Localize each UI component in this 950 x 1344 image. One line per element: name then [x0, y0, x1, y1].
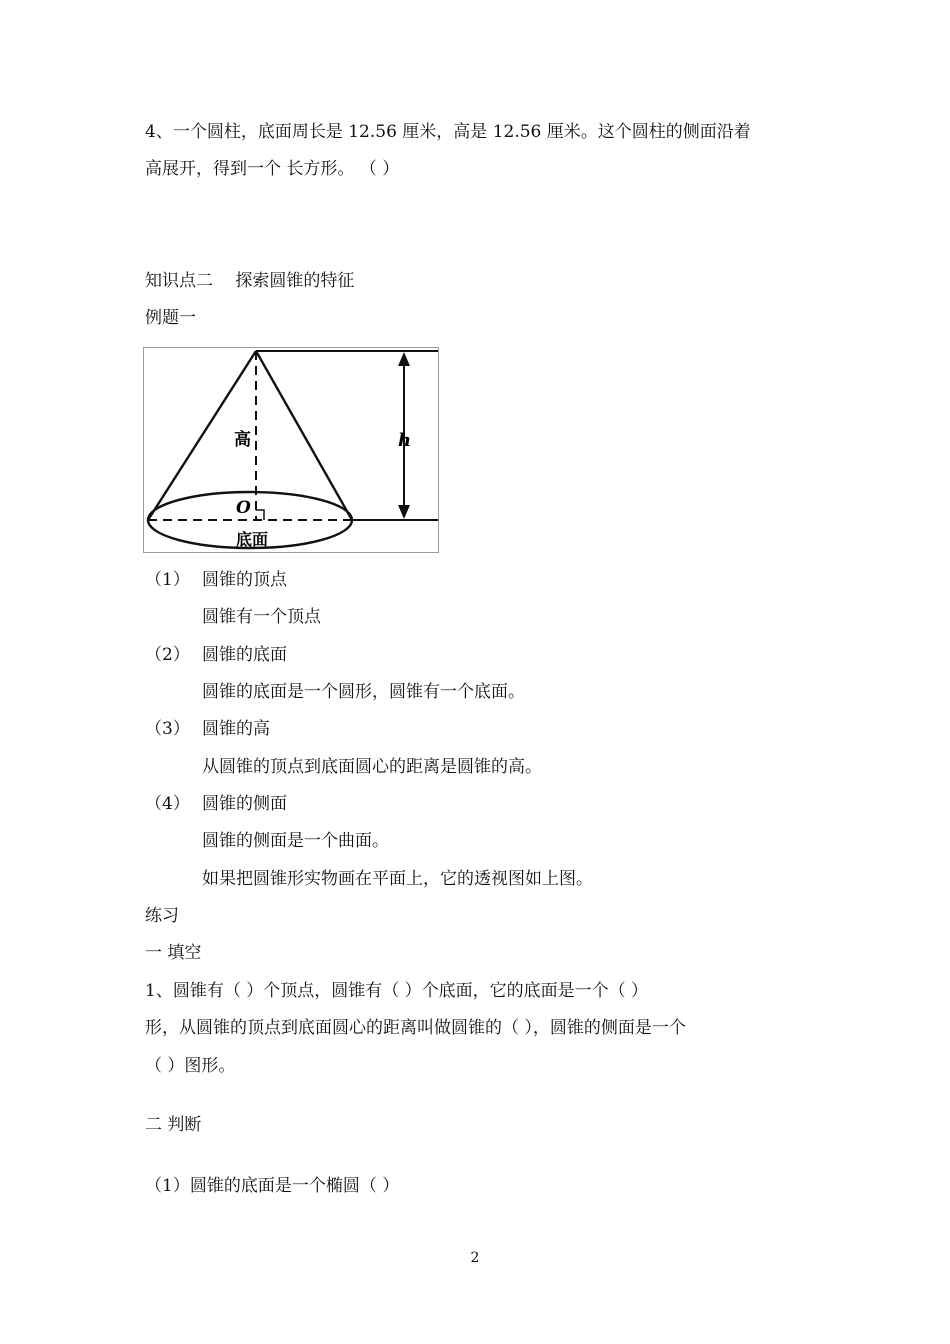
label-h: h: [398, 430, 412, 451]
question-4-line-1: 4、一个圆柱，底面周长是 12.56 厘米，高是 12.56 厘米。这个圆柱的侧面沿着: [145, 122, 751, 142]
label-center: O: [236, 498, 251, 518]
h-arrow-down-head: [398, 505, 410, 519]
right-angle-mark: [256, 510, 264, 520]
feature-2-desc: 圆锥的底面是一个圆形，圆锥有一个底面。: [202, 682, 525, 702]
feature-4-num: （4）: [145, 794, 190, 814]
cone-figure: [144, 348, 438, 552]
feature-4-title: 圆锥的侧面: [202, 794, 287, 814]
feature-4-desc-1: 圆锥的侧面是一个曲面。: [202, 831, 389, 851]
feature-4-desc-2: 如果把圆锥形实物画在平面上，它的透视图如上图。: [202, 869, 593, 889]
fill-question-1-line-1: 1、圆锥有（ ）个顶点，圆锥有（ ）个底面，它的底面是一个（ ）: [145, 981, 649, 1001]
feature-2-title: 圆锥的底面: [202, 645, 287, 665]
h-arrow-up-head: [398, 352, 410, 366]
label-base: 底面: [236, 530, 269, 549]
example-title: 例题一: [145, 308, 196, 328]
label-height: 高: [234, 430, 251, 450]
page-number: 2: [470, 1250, 480, 1266]
cone-right-side: [256, 351, 352, 520]
feature-1-num: （1）: [145, 570, 190, 590]
judge-section-title: 二 判断: [145, 1115, 202, 1135]
fill-section-title: 一 填空: [145, 943, 202, 963]
fill-question-1-line-3: （ ）图形。: [145, 1056, 236, 1076]
cone-diagram: [143, 347, 439, 553]
feature-3-desc: 从圆锥的顶点到底面圆心的距离是圆锥的高。: [202, 757, 542, 777]
feature-1-title: 圆锥的顶点: [202, 570, 287, 590]
feature-1-desc: 圆锥有一个顶点: [202, 607, 321, 627]
practice-title: 练习: [145, 906, 179, 926]
feature-3-title: 圆锥的高: [202, 719, 270, 739]
question-4-line-2: 高展开，得到一个 长方形。 （ ）: [145, 159, 400, 179]
judge-question-1: （1）圆锥的底面是一个椭圆（ ）: [145, 1176, 400, 1196]
section-2-title: 知识点二 探索圆锥的特征: [145, 271, 355, 291]
feature-3-num: （3）: [145, 719, 190, 739]
fill-question-1-line-2: 形，从圆锥的顶点到底面圆心的距离叫做圆锥的（ ），圆锥的侧面是一个: [145, 1018, 686, 1038]
feature-2-num: （2）: [145, 645, 190, 665]
